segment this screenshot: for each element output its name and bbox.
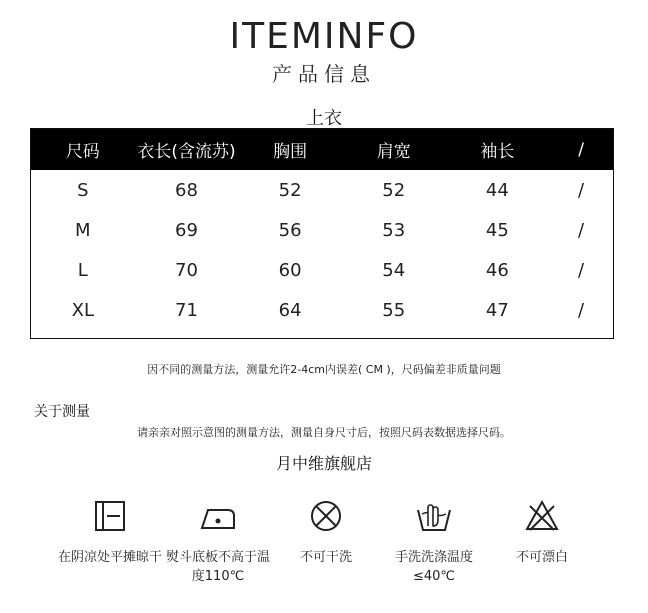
table-row bbox=[31, 210, 613, 250]
table-cell: 70 bbox=[175, 259, 198, 281]
care-label: 手洗洗涤温度≤40℃ bbox=[394, 550, 473, 584]
no-bleach-icon bbox=[522, 496, 562, 536]
table-cell: 56 bbox=[278, 219, 302, 241]
table-cell: / bbox=[578, 299, 585, 321]
table-row bbox=[31, 290, 613, 330]
table-cell: 44 bbox=[485, 179, 509, 201]
care-label: 在阴凉处平摊晾干 bbox=[57, 550, 162, 565]
header-cell: 胸围 bbox=[273, 142, 308, 162]
table-cell: 54 bbox=[382, 259, 406, 281]
table-cell: 64 bbox=[278, 299, 302, 321]
title-cn: 产品信息 bbox=[272, 62, 376, 86]
table-cell: 47 bbox=[485, 299, 509, 321]
table-cell: 68 bbox=[175, 179, 198, 201]
care-item bbox=[56, 496, 164, 567]
table-cell: 46 bbox=[485, 259, 509, 281]
table-cell: XL bbox=[71, 299, 94, 321]
table-row bbox=[31, 170, 613, 210]
no-dry-clean-icon bbox=[306, 496, 346, 536]
table-cell: / bbox=[578, 179, 585, 201]
table-row bbox=[31, 250, 613, 290]
table-cell: 55 bbox=[382, 299, 406, 321]
table-cell: S bbox=[77, 179, 89, 201]
store-name: 月中维旗舰店 bbox=[275, 454, 372, 473]
header-cell: 衣长(含流苏) bbox=[137, 142, 236, 162]
size-table bbox=[30, 128, 614, 339]
care-label: 熨斗底板不高于温度110℃ bbox=[165, 550, 270, 584]
care-label: 不可漂白 bbox=[515, 550, 568, 565]
table-cell: 60 bbox=[278, 259, 302, 281]
care-instructions bbox=[56, 496, 596, 596]
table-cell: 52 bbox=[382, 179, 406, 201]
title-en: ITEMINFO bbox=[229, 16, 419, 57]
header-cell: 尺码 bbox=[65, 142, 100, 162]
section-title: 上衣 bbox=[306, 108, 342, 129]
table-cell: 45 bbox=[485, 219, 509, 241]
table-cell: M bbox=[75, 219, 91, 241]
measurement-note: 因不同的测量方法，测量允许2-4cm内误差( CM )，尺码偏差非质量问题 bbox=[147, 363, 501, 376]
care-label: 不可干洗 bbox=[299, 550, 352, 565]
table-cell: 71 bbox=[175, 299, 198, 321]
dry-flat-shade-icon bbox=[90, 496, 130, 536]
table-header bbox=[31, 129, 613, 170]
hand-wash-icon bbox=[414, 496, 454, 536]
about-title: 关于测量 bbox=[34, 404, 90, 420]
iron-low-temp-icon bbox=[198, 496, 238, 536]
table-cell: 69 bbox=[175, 219, 198, 241]
table-cell: L bbox=[77, 259, 88, 281]
care-item bbox=[272, 496, 380, 567]
table-cell: / bbox=[578, 259, 585, 281]
header-cell: 肩宽 bbox=[376, 142, 411, 162]
table-cell: / bbox=[578, 219, 585, 241]
care-item bbox=[164, 496, 272, 586]
header-cell: / bbox=[578, 139, 584, 160]
care-item bbox=[380, 496, 488, 586]
table-cell: 53 bbox=[382, 219, 406, 241]
about-desc: 请亲亲对照示意图的测量方法，测量自身尺寸后，按照尺码表数据选择尺码。 bbox=[137, 426, 511, 439]
header-cell: 袖长 bbox=[480, 142, 515, 162]
table-cell: 52 bbox=[278, 179, 302, 201]
care-item bbox=[488, 496, 596, 567]
